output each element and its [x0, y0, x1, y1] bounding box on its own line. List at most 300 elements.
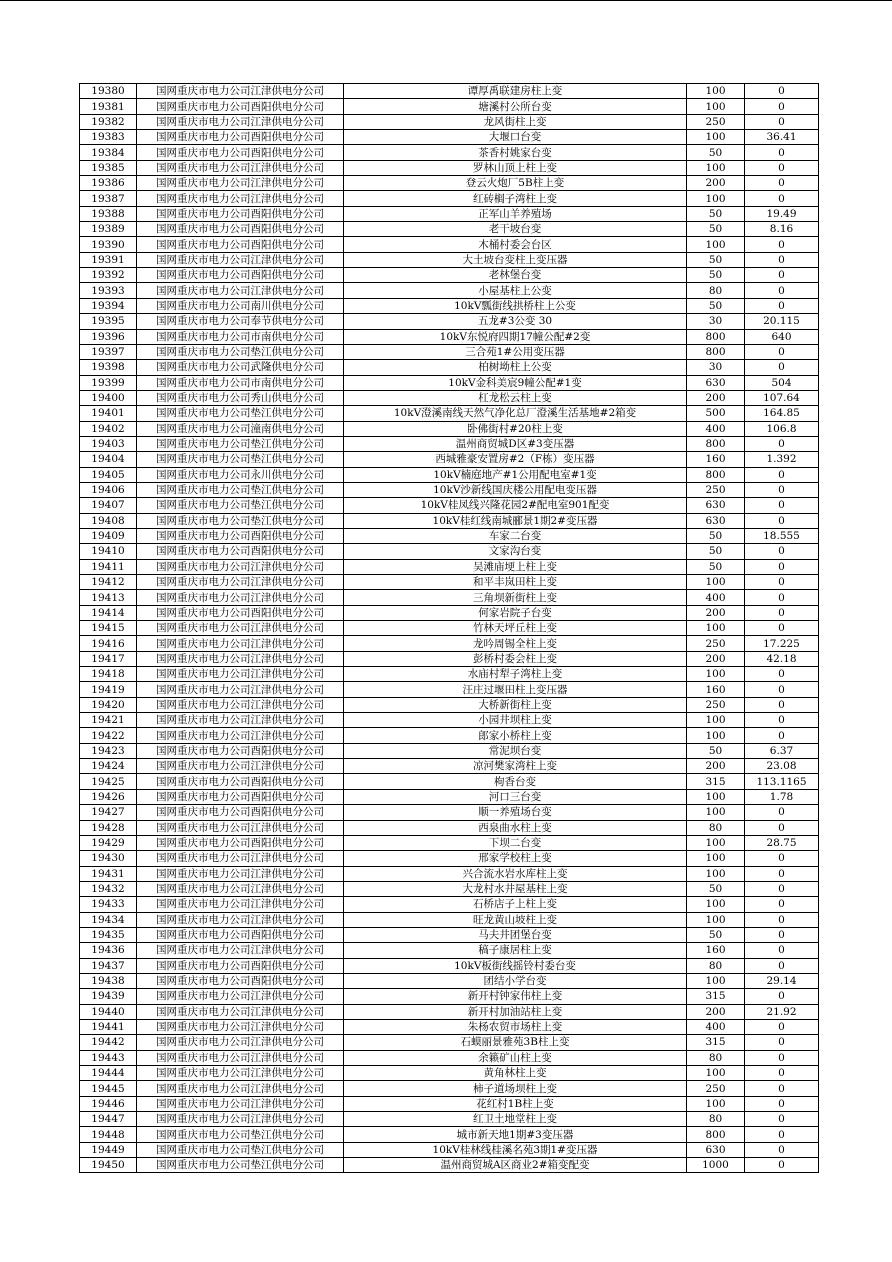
value-cell: 0	[745, 114, 819, 129]
row-id-cell: 19437	[80, 958, 137, 973]
station-name-cell: 谭厚禹联建房柱上变	[344, 84, 687, 99]
row-id-cell: 19389	[80, 222, 137, 237]
station-name-cell: 朱杨农贸市场柱上变	[344, 1019, 687, 1034]
row-id-cell: 19415	[80, 621, 137, 636]
capacity-cell: 400	[687, 1019, 745, 1034]
capacity-cell: 160	[687, 452, 745, 467]
row-id-cell: 19409	[80, 528, 137, 543]
table-row	[80, 482, 819, 497]
top-rule	[0, 0, 892, 1]
value-cell: 106.8	[745, 421, 819, 436]
company-name-cell: 国网重庆市电力公司奉节供电分公司	[137, 314, 344, 329]
value-cell: 0	[745, 728, 819, 743]
row-id-cell: 19402	[80, 421, 137, 436]
company-name-cell: 国网重庆市电力公司酉阳供电分公司	[137, 743, 344, 758]
station-name-cell: 温州商贸城D区#3变压器	[344, 436, 687, 451]
company-name-cell: 国网重庆市电力公司江津供电分公司	[137, 912, 344, 927]
company-name-cell: 国网重庆市电力公司江津供电分公司	[137, 1081, 344, 1096]
row-id-cell: 19419	[80, 682, 137, 697]
row-id-cell: 19416	[80, 636, 137, 651]
capacity-cell: 800	[687, 1127, 745, 1142]
row-id-cell: 19424	[80, 759, 137, 774]
table-row	[80, 958, 819, 973]
station-name-cell: 何家岩院子台变	[344, 605, 687, 620]
value-cell: 0	[745, 252, 819, 267]
company-name-cell: 国网重庆市电力公司垫江供电分公司	[137, 1127, 344, 1142]
station-name-cell: 水庙村犁子湾柱上变	[344, 667, 687, 682]
station-name-cell: 老干坡台变	[344, 222, 687, 237]
capacity-cell: 30	[687, 314, 745, 329]
station-name-cell: 石蟆丽景雅苑3B柱上变	[344, 1035, 687, 1050]
station-name-cell: 杠龙松云柱上变	[344, 390, 687, 405]
capacity-cell: 100	[687, 160, 745, 175]
station-name-cell: 龙吟周锡全柱上变	[344, 636, 687, 651]
row-id-cell: 19398	[80, 360, 137, 375]
company-name-cell: 国网重庆市电力公司南川供电分公司	[137, 298, 344, 313]
capacity-cell: 200	[687, 390, 745, 405]
table-row	[80, 467, 819, 482]
value-cell: 0	[745, 513, 819, 528]
station-name-cell: 柏树坳柱上公变	[344, 360, 687, 375]
capacity-cell: 50	[687, 544, 745, 559]
company-name-cell: 国网重庆市电力公司酉阳供电分公司	[137, 973, 344, 988]
station-name-cell: 大桥新街柱上变	[344, 697, 687, 712]
row-id-cell: 19403	[80, 436, 137, 451]
table-row	[80, 237, 819, 252]
capacity-cell: 100	[687, 621, 745, 636]
value-cell: 504	[745, 375, 819, 390]
value-cell: 0	[745, 498, 819, 513]
capacity-cell: 250	[687, 482, 745, 497]
value-cell: 0	[745, 1035, 819, 1050]
table-row	[80, 927, 819, 942]
station-name-cell: 稿子康居柱上变	[344, 943, 687, 958]
company-name-cell: 国网重庆市电力公司江津供电分公司	[137, 1066, 344, 1081]
row-id-cell: 19385	[80, 160, 137, 175]
table-row	[80, 713, 819, 728]
station-name-cell: 竹林天坪丘柱上变	[344, 621, 687, 636]
table-row	[80, 436, 819, 451]
company-name-cell: 国网重庆市电力公司酉阳供电分公司	[137, 927, 344, 942]
company-name-cell: 国网重庆市电力公司江津供电分公司	[137, 636, 344, 651]
row-id-cell: 19447	[80, 1112, 137, 1127]
table-row	[80, 943, 819, 958]
company-name-cell: 国网重庆市电力公司秀山供电分公司	[137, 390, 344, 405]
table-row	[80, 1112, 819, 1127]
company-name-cell: 国网重庆市电力公司酉阳供电分公司	[137, 237, 344, 252]
company-name-cell: 国网重庆市电力公司江津供电分公司	[137, 621, 344, 636]
capacity-cell: 100	[687, 805, 745, 820]
table-row	[80, 329, 819, 344]
capacity-cell: 315	[687, 1035, 745, 1050]
capacity-cell: 250	[687, 114, 745, 129]
row-id-cell: 19446	[80, 1096, 137, 1111]
company-name-cell: 国网重庆市电力公司江津供电分公司	[137, 651, 344, 666]
capacity-cell: 200	[687, 759, 745, 774]
table-row	[80, 1081, 819, 1096]
table-row	[80, 636, 819, 651]
station-name-cell: 登云火炮厂5B柱上变	[344, 176, 687, 191]
company-name-cell: 国网重庆市电力公司酉阳供电分公司	[137, 805, 344, 820]
capacity-cell: 315	[687, 989, 745, 1004]
value-cell: 42.18	[745, 651, 819, 666]
table-row	[80, 268, 819, 283]
table-row	[80, 160, 819, 175]
capacity-cell: 100	[687, 789, 745, 804]
value-cell: 0	[745, 682, 819, 697]
value-cell: 20.115	[745, 314, 819, 329]
table-row	[80, 375, 819, 390]
row-id-cell: 19384	[80, 145, 137, 160]
station-name-cell: 10kV桂红线南城郦景1期2#变压器	[344, 513, 687, 528]
table-row	[80, 743, 819, 758]
value-cell: 0	[745, 237, 819, 252]
table-row	[80, 774, 819, 789]
capacity-cell: 100	[687, 835, 745, 850]
value-cell: 0	[745, 1142, 819, 1157]
value-cell: 6.37	[745, 743, 819, 758]
row-id-cell: 19450	[80, 1158, 137, 1173]
value-cell: 0	[745, 344, 819, 359]
capacity-cell: 315	[687, 774, 745, 789]
company-name-cell: 国网重庆市电力公司江津供电分公司	[137, 84, 344, 99]
capacity-cell: 100	[687, 728, 745, 743]
value-cell: 0	[745, 1019, 819, 1034]
company-name-cell: 国网重庆市电力公司酉阳供电分公司	[137, 268, 344, 283]
company-name-cell: 国网重庆市电力公司江津供电分公司	[137, 191, 344, 206]
table-row	[80, 1004, 819, 1019]
company-name-cell: 国网重庆市电力公司市南供电分公司	[137, 375, 344, 390]
row-id-cell: 19429	[80, 835, 137, 850]
value-cell: 19.49	[745, 206, 819, 221]
capacity-cell: 50	[687, 145, 745, 160]
capacity-cell: 400	[687, 590, 745, 605]
company-name-cell: 国网重庆市电力公司江津供电分公司	[137, 160, 344, 175]
row-id-cell: 19396	[80, 329, 137, 344]
value-cell: 0	[745, 621, 819, 636]
row-id-cell: 19399	[80, 375, 137, 390]
row-id-cell: 19436	[80, 943, 137, 958]
station-name-cell: 顺一养殖场台变	[344, 805, 687, 820]
capacity-cell: 80	[687, 820, 745, 835]
table-row	[80, 528, 819, 543]
row-id-cell: 19440	[80, 1004, 137, 1019]
station-name-cell: 余籁矿山柱上变	[344, 1050, 687, 1065]
company-name-cell: 国网重庆市电力公司江津供电分公司	[137, 252, 344, 267]
row-id-cell: 19388	[80, 206, 137, 221]
capacity-cell: 160	[687, 682, 745, 697]
station-name-cell: 10kV沙新线国庆楼公用配电变压器	[344, 482, 687, 497]
value-cell: 0	[745, 1066, 819, 1081]
company-name-cell: 国网重庆市电力公司垫江供电分公司	[137, 1142, 344, 1157]
table-row	[80, 590, 819, 605]
row-id-cell: 19417	[80, 651, 137, 666]
table-row	[80, 314, 819, 329]
table-row	[80, 1096, 819, 1111]
capacity-cell: 80	[687, 283, 745, 298]
company-name-cell: 国网重庆市电力公司江津供电分公司	[137, 759, 344, 774]
capacity-cell: 500	[687, 406, 745, 421]
table-row	[80, 835, 819, 850]
capacity-cell: 800	[687, 329, 745, 344]
value-cell: 23.08	[745, 759, 819, 774]
row-id-cell: 19407	[80, 498, 137, 513]
table-body	[80, 84, 819, 1173]
table-row	[80, 1142, 819, 1157]
value-cell: 164.85	[745, 406, 819, 421]
company-name-cell: 国网重庆市电力公司江津供电分公司	[137, 283, 344, 298]
table-row	[80, 452, 819, 467]
company-name-cell: 国网重庆市电力公司江津供电分公司	[137, 176, 344, 191]
row-id-cell: 19391	[80, 252, 137, 267]
row-id-cell: 19387	[80, 191, 137, 206]
capacity-cell: 50	[687, 252, 745, 267]
company-name-cell: 国网重庆市电力公司垫江供电分公司	[137, 406, 344, 421]
value-cell: 0	[745, 605, 819, 620]
company-name-cell: 国网重庆市电力公司江津供电分公司	[137, 575, 344, 590]
station-name-cell: 10kV金科美宸9幢公配#1变	[344, 375, 687, 390]
value-cell: 0	[745, 989, 819, 1004]
table-row	[80, 544, 819, 559]
value-cell: 0	[745, 360, 819, 375]
value-cell: 640	[745, 329, 819, 344]
row-id-cell: 19422	[80, 728, 137, 743]
company-name-cell: 国网重庆市电力公司垫江供电分公司	[137, 436, 344, 451]
capacity-cell: 100	[687, 99, 745, 114]
value-cell: 0	[745, 881, 819, 896]
company-name-cell: 国网重庆市电力公司市南供电分公司	[137, 329, 344, 344]
data-table	[79, 83, 819, 1173]
row-id-cell: 19393	[80, 283, 137, 298]
value-cell: 0	[745, 160, 819, 175]
capacity-cell: 100	[687, 713, 745, 728]
row-id-cell: 19421	[80, 713, 137, 728]
capacity-cell: 100	[687, 130, 745, 145]
station-name-cell: 10kV瓢街线拱桥柱上公变	[344, 298, 687, 313]
value-cell: 8.16	[745, 222, 819, 237]
value-cell: 17.225	[745, 636, 819, 651]
value-cell: 0	[745, 283, 819, 298]
value-cell: 1.392	[745, 452, 819, 467]
row-id-cell: 19443	[80, 1050, 137, 1065]
capacity-cell: 50	[687, 743, 745, 758]
value-cell: 0	[745, 667, 819, 682]
station-name-cell: 车家二台变	[344, 528, 687, 543]
row-id-cell: 19412	[80, 575, 137, 590]
table-row	[80, 390, 819, 405]
table-row	[80, 851, 819, 866]
row-id-cell: 19431	[80, 866, 137, 881]
row-id-cell: 19386	[80, 176, 137, 191]
capacity-cell: 800	[687, 436, 745, 451]
row-id-cell: 19382	[80, 114, 137, 129]
company-name-cell: 国网重庆市电力公司江津供电分公司	[137, 1035, 344, 1050]
station-name-cell: 卧佛街村#20柱上变	[344, 421, 687, 436]
station-name-cell: 小屋基柱上公变	[344, 283, 687, 298]
company-name-cell: 国网重庆市电力公司垫江供电分公司	[137, 344, 344, 359]
table-row	[80, 1158, 819, 1173]
station-name-cell: 小园井坝柱上变	[344, 713, 687, 728]
table-row	[80, 866, 819, 881]
capacity-cell: 80	[687, 1112, 745, 1127]
capacity-cell: 630	[687, 375, 745, 390]
company-name-cell: 国网重庆市电力公司潼南供电分公司	[137, 421, 344, 436]
company-name-cell: 国网重庆市电力公司江津供电分公司	[137, 667, 344, 682]
station-name-cell: 郎家小桥柱上变	[344, 728, 687, 743]
company-name-cell: 国网重庆市电力公司酉阳供电分公司	[137, 99, 344, 114]
station-name-cell: 城市新天地1期#3变压器	[344, 1127, 687, 1142]
capacity-cell: 200	[687, 605, 745, 620]
value-cell: 1.78	[745, 789, 819, 804]
company-name-cell: 国网重庆市电力公司垫江供电分公司	[137, 498, 344, 513]
value-cell: 0	[745, 590, 819, 605]
company-name-cell: 国网重庆市电力公司江津供电分公司	[137, 1112, 344, 1127]
capacity-cell: 50	[687, 222, 745, 237]
company-name-cell: 国网重庆市电力公司江津供电分公司	[137, 1096, 344, 1111]
value-cell: 0	[745, 912, 819, 927]
value-cell: 0	[745, 851, 819, 866]
row-id-cell: 19397	[80, 344, 137, 359]
row-id-cell: 19441	[80, 1019, 137, 1034]
table-row	[80, 283, 819, 298]
table-row	[80, 298, 819, 313]
value-cell: 0	[745, 482, 819, 497]
station-name-cell: 大龙村水井屋基柱上变	[344, 881, 687, 896]
row-id-cell: 19449	[80, 1142, 137, 1157]
row-id-cell: 19432	[80, 881, 137, 896]
value-cell: 0	[745, 927, 819, 942]
row-id-cell: 19426	[80, 789, 137, 804]
table-row	[80, 1019, 819, 1034]
station-name-cell: 10kV桂凤线兴隆花园2#配电室901配变	[344, 498, 687, 513]
value-cell: 0	[745, 1127, 819, 1142]
table-row	[80, 912, 819, 927]
value-cell: 0	[745, 897, 819, 912]
station-name-cell: 文家沟台变	[344, 544, 687, 559]
company-name-cell: 国网重庆市电力公司酉阳供电分公司	[137, 958, 344, 973]
table-row	[80, 621, 819, 636]
row-id-cell: 19400	[80, 390, 137, 405]
company-name-cell: 国网重庆市电力公司酉阳供电分公司	[137, 605, 344, 620]
company-name-cell: 国网重庆市电力公司酉阳供电分公司	[137, 130, 344, 145]
value-cell: 107.64	[745, 390, 819, 405]
row-id-cell: 19395	[80, 314, 137, 329]
company-name-cell: 国网重庆市电力公司垫江供电分公司	[137, 1158, 344, 1173]
capacity-cell: 400	[687, 421, 745, 436]
row-id-cell: 19442	[80, 1035, 137, 1050]
capacity-cell: 50	[687, 881, 745, 896]
station-name-cell: 新开村钟家伟柱上变	[344, 989, 687, 1004]
capacity-cell: 100	[687, 851, 745, 866]
row-id-cell: 19418	[80, 667, 137, 682]
value-cell: 0	[745, 559, 819, 574]
capacity-cell: 100	[687, 84, 745, 99]
row-id-cell: 19408	[80, 513, 137, 528]
company-name-cell: 国网重庆市电力公司酉阳供电分公司	[137, 835, 344, 850]
station-name-cell: 凉河樊家湾柱上变	[344, 759, 687, 774]
table-row	[80, 575, 819, 590]
capacity-cell: 160	[687, 943, 745, 958]
company-name-cell: 国网重庆市电力公司江津供电分公司	[137, 1050, 344, 1065]
table-row	[80, 421, 819, 436]
value-cell: 0	[745, 575, 819, 590]
capacity-cell: 100	[687, 1096, 745, 1111]
table-row	[80, 805, 819, 820]
station-name-cell: 新开村加油站柱上变	[344, 1004, 687, 1019]
company-name-cell: 国网重庆市电力公司江津供电分公司	[137, 989, 344, 1004]
table-row	[80, 820, 819, 835]
row-id-cell: 19411	[80, 559, 137, 574]
station-name-cell: 团结小学台变	[344, 973, 687, 988]
station-name-cell: 红砖榈子湾柱上变	[344, 191, 687, 206]
row-id-cell: 19406	[80, 482, 137, 497]
table-row	[80, 84, 819, 99]
row-id-cell: 19434	[80, 912, 137, 927]
company-name-cell: 国网重庆市电力公司江津供电分公司	[137, 881, 344, 896]
value-cell: 0	[745, 176, 819, 191]
value-cell: 21.92	[745, 1004, 819, 1019]
table-row	[80, 973, 819, 988]
capacity-cell: 50	[687, 298, 745, 313]
capacity-cell: 100	[687, 912, 745, 927]
row-id-cell: 19394	[80, 298, 137, 313]
capacity-cell: 50	[687, 206, 745, 221]
row-id-cell: 19448	[80, 1127, 137, 1142]
capacity-cell: 100	[687, 575, 745, 590]
capacity-cell: 250	[687, 636, 745, 651]
station-name-cell: 茶香村姚家台变	[344, 145, 687, 160]
station-name-cell: 枸香台变	[344, 774, 687, 789]
capacity-cell: 200	[687, 651, 745, 666]
row-id-cell: 19392	[80, 268, 137, 283]
value-cell: 0	[745, 467, 819, 482]
table-row	[80, 513, 819, 528]
station-name-cell: 常泥坝台变	[344, 743, 687, 758]
station-name-cell: 花红村1B柱上变	[344, 1096, 687, 1111]
table-row	[80, 99, 819, 114]
value-cell: 0	[745, 84, 819, 99]
table-row	[80, 206, 819, 221]
capacity-cell: 30	[687, 360, 745, 375]
value-cell: 0	[745, 268, 819, 283]
station-name-cell: 三角坝新街柱上变	[344, 590, 687, 605]
value-cell: 0	[745, 713, 819, 728]
company-name-cell: 国网重庆市电力公司江津供电分公司	[137, 1004, 344, 1019]
station-name-cell: 10kV楠庭地产#1公用配电室#1变	[344, 467, 687, 482]
capacity-cell: 200	[687, 1004, 745, 1019]
table-row	[80, 1050, 819, 1065]
station-name-cell: 邢家学校柱上变	[344, 851, 687, 866]
capacity-cell: 100	[687, 866, 745, 881]
capacity-cell: 630	[687, 513, 745, 528]
row-id-cell: 19381	[80, 99, 137, 114]
station-name-cell: 河口三台变	[344, 789, 687, 804]
row-id-cell: 19425	[80, 774, 137, 789]
station-name-cell: 马夫井团堡台变	[344, 927, 687, 942]
value-cell: 0	[745, 1081, 819, 1096]
table-row	[80, 651, 819, 666]
row-id-cell: 19420	[80, 697, 137, 712]
table-row	[80, 176, 819, 191]
row-id-cell: 19427	[80, 805, 137, 820]
value-cell: 0	[745, 1158, 819, 1173]
capacity-cell: 50	[687, 927, 745, 942]
company-name-cell: 国网重庆市电力公司江津供电分公司	[137, 866, 344, 881]
value-cell: 29.14	[745, 973, 819, 988]
table-row	[80, 1127, 819, 1142]
capacity-cell: 100	[687, 1066, 745, 1081]
row-id-cell: 19428	[80, 820, 137, 835]
